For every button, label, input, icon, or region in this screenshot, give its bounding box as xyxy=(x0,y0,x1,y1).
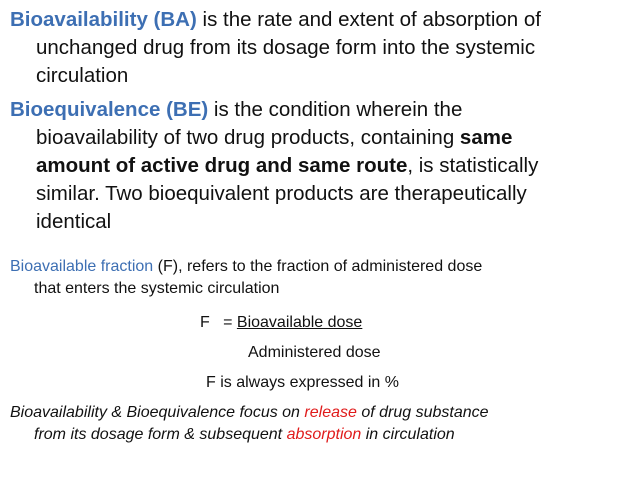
focus-statement xyxy=(10,402,630,446)
formula-numerator-row xyxy=(200,312,362,334)
bf-line-2: that enters the systemic circulation xyxy=(34,280,280,297)
be-line-1-text: is the condition wherein the xyxy=(208,98,463,121)
be-line-1 xyxy=(10,96,630,124)
be-line-3 xyxy=(10,152,630,180)
focus-line-1-a: Bioavailability & Bioequivalence focus on xyxy=(10,404,305,421)
focus-line-1-b: of drug substance xyxy=(356,404,489,421)
ba-line-1-text: is the rate and extent of absorption of xyxy=(196,8,541,31)
bioequivalence-definition xyxy=(10,96,630,236)
ba-line-2: unchanged drug from its dosage form into the systemic xyxy=(36,36,536,59)
formula-note: F is always expressed in % xyxy=(206,374,399,391)
formula-lhs: F = xyxy=(200,314,233,331)
be-line-2-text: bioavailability of two drug products, containing xyxy=(36,126,460,149)
be-line-2-bold: same xyxy=(459,126,513,149)
formula-numerator: Bioavailable dose xyxy=(236,314,363,331)
ba-line-1 xyxy=(10,6,630,34)
bf-line-1 xyxy=(10,256,630,278)
be-term: Bioequivalence (BE) xyxy=(10,98,209,121)
ba-term: Bioavailability (BA) xyxy=(10,8,197,31)
be-line-2 xyxy=(10,124,630,152)
bf-line-1-text: (F), refers to the fraction of administered dose xyxy=(153,258,483,275)
focus-absorption: absorption xyxy=(286,426,362,443)
bioavailability-definition xyxy=(10,6,630,90)
focus-line-2-b: in circulation xyxy=(361,426,455,443)
be-line-4: similar. Two bioequivalent products are therapeutically xyxy=(36,182,527,205)
be-line-5: identical xyxy=(36,210,112,233)
focus-release: release xyxy=(304,404,357,421)
ba-line-3: circulation xyxy=(36,64,129,87)
be-line-3-bold: amount of active drug and same route xyxy=(36,154,408,177)
focus-line-1 xyxy=(10,402,630,424)
be-line-3-text: , is statistically xyxy=(407,154,539,177)
focus-line-2-a: from its dosage form & subsequent xyxy=(34,426,287,443)
formula-denominator: Administered dose xyxy=(248,344,381,361)
focus-line-2 xyxy=(10,424,630,446)
bioavailable-fraction-definition xyxy=(10,256,630,300)
bf-term: Bioavailable fraction xyxy=(10,258,154,275)
